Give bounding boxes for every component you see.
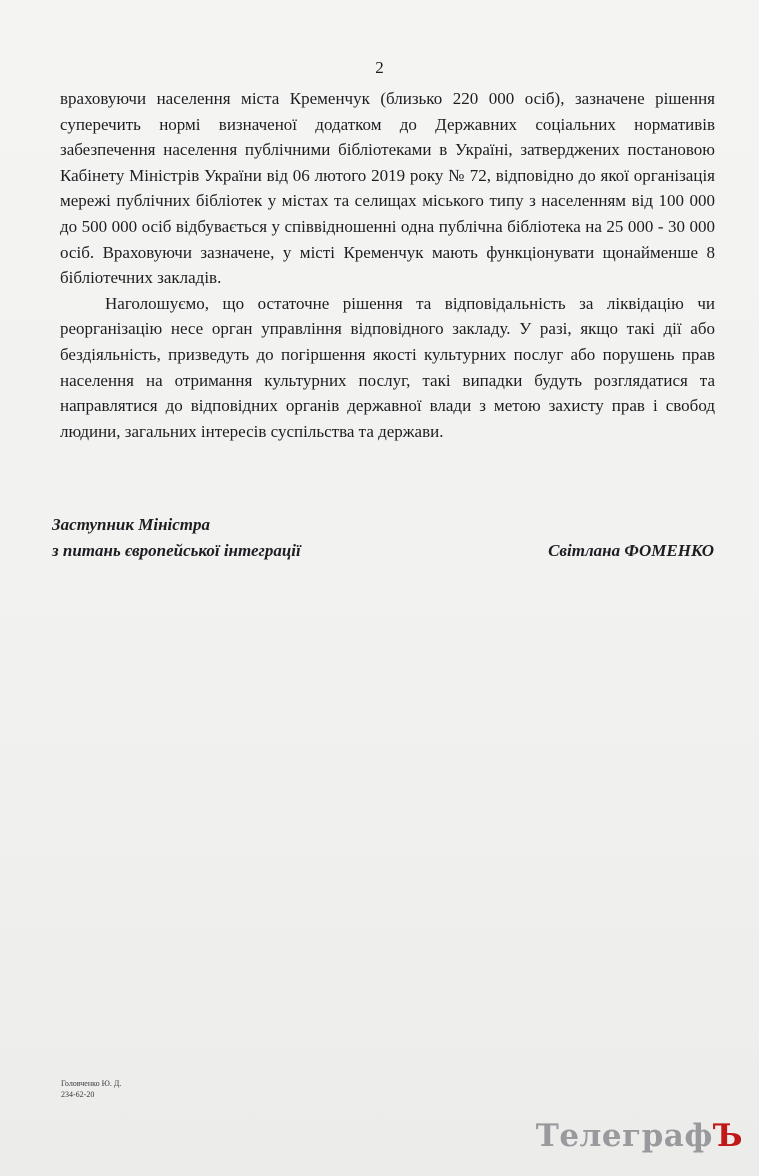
signatory-position-line1: Заступник Міністра [52, 515, 211, 534]
executor-name: Головченко Ю. Д. [61, 1079, 122, 1088]
paragraph-emphasis: Наголошуємо, що остаточне рішення та відповідальність за ліквідацію чи реорганізацію несе орган управління відповідного закладу. У разі, якщо такі дії або бездіяльність, призведуть до погіршення якості культурних послуг або порушень прав населення на отримання культурних послуг, такі випадки будуть розглядатися та направлятися до відповідних органів державної влади з метою захисту прав і свобод людини, загальних інтересів суспільства та держави. [60, 293, 715, 441]
page-number: 2 [375, 58, 384, 77]
signatory-position-line2: з питань європейської інтеграції [52, 541, 301, 560]
letter-body [60, 86, 715, 444]
watermark-accent: Ъ [712, 1118, 743, 1154]
telegraf-watermark-logo [536, 1118, 743, 1154]
watermark-text: Телеграф [535, 1118, 713, 1154]
signature-block [52, 512, 714, 564]
executor-info [61, 1078, 121, 1100]
executor-phone: 234-62-20 [61, 1090, 95, 1099]
paragraph-continuation: враховуючи населення міста Кременчук (близько 220 000 осіб), зазначене рішення суперечить нормі визначеної додатком до Державних соціальних нормативів забезпечення населення публічними бібліотеками в Україні, затверджених постановою Кабінету Міністрів України від 06 лютого 2019 року № 72, відповідно до якої організація мережі публічних бібліотек у містах та селищах міського типу з населенням від 100 000 до 500 000 осіб відбувається у співвідношенні одна публічна бібліотека на 25 000 - 30 000 осіб. Враховуючи зазначене, у місті Кременчук мають функціонувати щонайменше 8 бібліотечних закладів. [60, 89, 715, 288]
signatory-name: Світлана ФОМЕНКО [548, 541, 714, 560]
signature-line [52, 538, 714, 564]
